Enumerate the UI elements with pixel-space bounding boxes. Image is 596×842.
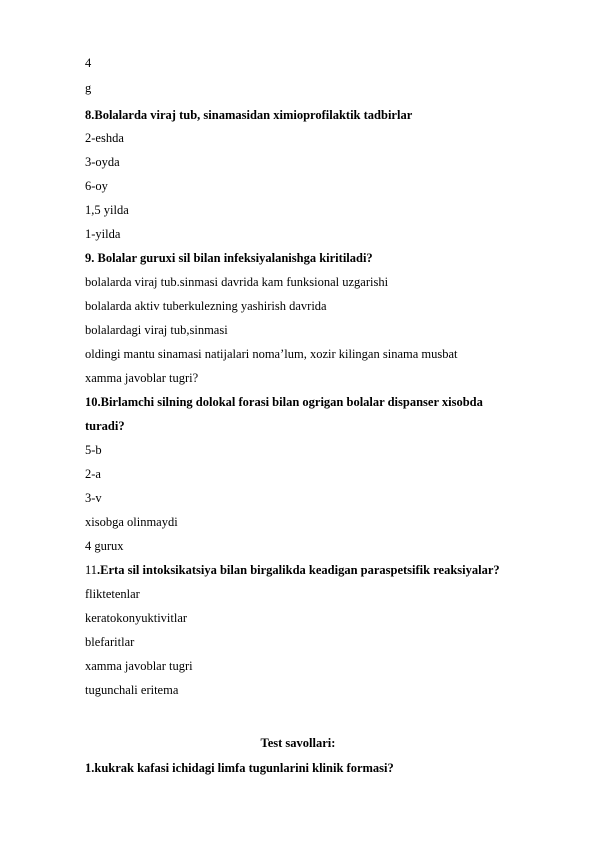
question-number: 11 <box>85 563 98 577</box>
answer-option: 4 gurux <box>85 539 124 553</box>
answer-option: keratokonyuktivitlar <box>85 611 188 625</box>
question-heading: 9. Bolalar guruxi sil bilan infeksiyalanishga kiritiladi? <box>85 251 373 265</box>
answer-option: 3-v <box>85 491 102 505</box>
question-text: .Erta sil intoksikatsiya bilan birgalikda keadigan paraspetsifik reaksiyalar? <box>97 563 500 577</box>
answer-option: 3-oyda <box>85 155 120 169</box>
answer-option: bolalarda viraj tub.sinmasi davrida kam funksional uzgarishi <box>85 275 389 289</box>
answer-option: 2-a <box>85 467 101 481</box>
answer-option: oldingi mantu sinamasi natijalari noma’lum, xozir kilingan sinama musbat <box>85 347 458 361</box>
question-heading <box>85 562 500 578</box>
answer-option: fliktetenlar <box>85 587 140 601</box>
answer-option: 1-yilda <box>85 227 121 241</box>
answer-option: 1,5 yilda <box>85 203 129 217</box>
answer-option: blefaritlar <box>85 635 135 649</box>
question-heading: 1.kukrak kafasi ichidagi limfa tugunlarini klinik formasi? <box>85 761 394 775</box>
answer-option: 2-eshda <box>85 131 124 145</box>
answer-option: xamma javoblar tugri <box>85 659 193 673</box>
section-title: Test savollari: <box>260 736 336 750</box>
answer-option: 4 <box>85 56 92 70</box>
question-heading: 8.Bolalarda viraj tub, sinamasidan ximioprofilaktik tadbirlar <box>85 108 413 122</box>
question-heading-continued: turadi? <box>85 419 125 433</box>
answer-option: bolalarda aktiv tuberkulezning yashirish davrida <box>85 299 327 313</box>
answer-option: tugunchali eritema <box>85 683 179 697</box>
answer-option: 6-oy <box>85 179 108 193</box>
question-heading: 10.Birlamchi silning dolokal forasi bilan ogrigan bolalar dispanser xisobda <box>85 395 483 409</box>
answer-option: 5-b <box>85 443 102 457</box>
answer-option: xamma javoblar tugri? <box>85 371 199 385</box>
answer-option: bolalardagi viraj tub,sinmasi <box>85 323 228 337</box>
answer-option: g <box>85 81 92 95</box>
answer-option: xisobga olinmaydi <box>85 515 178 529</box>
